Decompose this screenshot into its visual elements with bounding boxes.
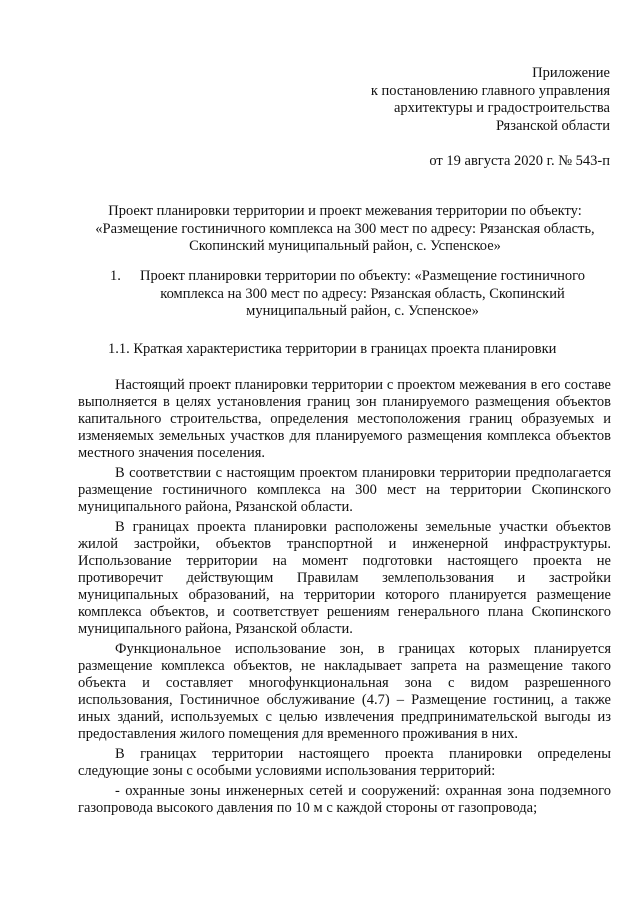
section-heading bbox=[110, 268, 595, 321]
appendix-date-line: от 19 августа 2020 г. № 543-п bbox=[429, 152, 610, 169]
subsection-heading: 1.1. Краткая характеристика территории в границах проекта планировки bbox=[108, 341, 557, 357]
section-title-line: комплекса на 300 мест по адресу: Рязанская область, Скопинский bbox=[160, 285, 565, 302]
body-paragraph: Функциональное использование зон, в границах которых планируется размещение комплекса объектов, не накладывает запрета на размещение такого объекта и составляет многофункциональная зона с видом разрешенного использования, Гостиничное обслуживание (4.7) – Размещение гостиниц, а также иных зданий, используемых с целью извлечения предпринимательской выгоды из предоставления жилого помещения для временного проживания в них. bbox=[78, 641, 611, 742]
document-body bbox=[78, 377, 611, 820]
appendix-line: Рязанской области bbox=[496, 117, 610, 134]
appendix-block bbox=[371, 65, 610, 170]
body-paragraph: В соответствии с настоящим проектом планировки территории предполагается размещение гостиничного комплекса на 300 мест на территории Скопинского муниципального района, Рязанской области. bbox=[78, 465, 611, 515]
section-number: 1. bbox=[110, 268, 121, 284]
body-paragraph: В границах территории настоящего проекта планировки определены следующие зоны с особыми условиями использования территорий: bbox=[78, 746, 611, 779]
section-title-line: Проект планировки территории по объекту: «Размещение гостиничного bbox=[140, 268, 585, 284]
body-paragraph: Настоящий проект планировки территории с проектом межевания в его составе выполняется в целях установления границ зон планируемого размещения объектов капитального строительства, определения местоположения границ образуемых и изменяемых земельных участков для планируемого размещения комплекса объектов местного значения поселения. bbox=[78, 377, 611, 461]
appendix-line: к постановлению главного управления bbox=[370, 82, 610, 99]
section-title-line: муниципальный район, с. Успенское» bbox=[246, 303, 479, 319]
title-line: Скопинский муниципальный район, с. Успенское» bbox=[189, 238, 501, 254]
document-title bbox=[70, 203, 620, 256]
appendix-line: Приложение bbox=[532, 65, 610, 81]
body-paragraph: - охранные зоны инженерных сетей и сооружений: охранная зона подземного газопровода высокого давления по 10 м с каждой стороны от газопровода; bbox=[78, 783, 611, 816]
body-paragraph: В границах проекта планировки расположены земельные участки объектов жилой застройки, объектов транспортной и инженерной инфраструктуры. Использование территории на момент подготовки настоящего проекта не противоречит действующим Правилам землепользования и застройки муниципальных образований, на территории которого планируется размещение комплекса объектов, и соответствует решениям генерального плана Скопинского муниципального района, Рязанской области. bbox=[78, 519, 611, 637]
appendix-line: архитектуры и градостроительства bbox=[393, 100, 610, 116]
title-line: Проект планировки территории и проект межевания территории по объекту: bbox=[108, 203, 582, 219]
title-line: «Размещение гостиничного комплекса на 300 мест по адресу: Рязанская область, bbox=[95, 220, 595, 237]
